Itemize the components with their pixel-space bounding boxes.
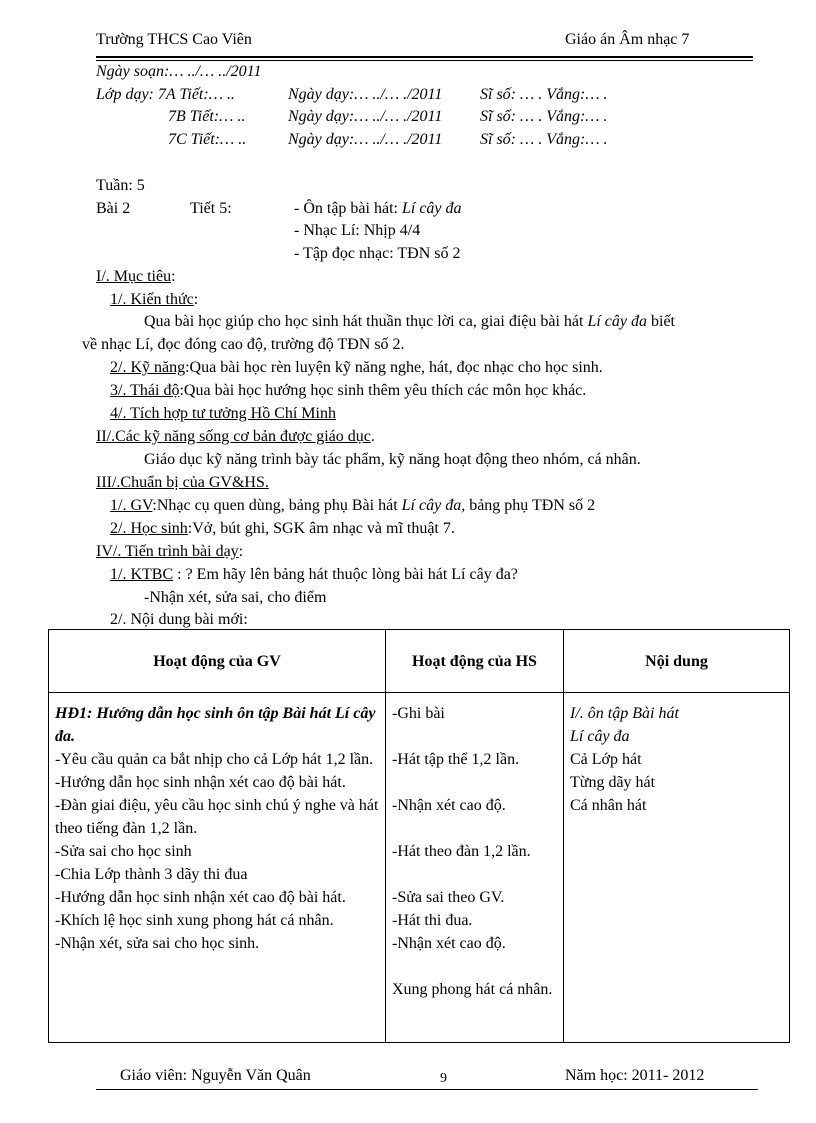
header-gv: Hoạt động của GV: [49, 630, 386, 693]
lop-7c: 7C Tiết:… ..: [168, 131, 247, 148]
hs-activities: -Ghi bài -Hát tập thể 1,2 lần. -Nhận xét cao độ. -Hát theo đàn 1,2 lần. -Sửa sai theo GV. -Hát thi đua. -Nhận xét cao độ. Xung phong hát cá nhân.: [392, 705, 553, 998]
ngay-day-7b: Ngày dạy:… ../… ./2011: [288, 108, 443, 125]
section-3-2: 2/. Học sinh:Vở, bút ghi, SGK âm nhạc và mĩ thuật 7.: [110, 520, 455, 537]
header-rule: [96, 56, 753, 58]
si-so-7b: Sĩ số: … . Vắng:… .: [480, 108, 608, 125]
header-school: Trường THCS Cao Viên: [96, 31, 252, 48]
lesson-item-1: - Ôn tập bài hát: Lí cây đa: [294, 200, 462, 217]
section-4-2: 2/. Nội dung bài mới:: [110, 611, 248, 628]
gv-activities: -Yêu cầu quản ca bắt nhịp cho cả Lớp hát 1,2 lần. -Hướng dẫn học sinh nhận xét cao độ bài hát. -Đàn giai điệu, yêu cầu học sinh chú ý nghe và hát theo tiếng đàn 1,2 lần. -Sửa sai cho học sinh -Chia Lớp thành 3 dãy thi đua -Hướng dẫn học sinh nhận xét cao độ bài hát. -Khích lệ học sinh xung phong hát cá nhân. -Nhận xét, sửa sai cho học sinh.: [55, 751, 379, 952]
ngay-day-7c: Ngày dạy:… ../… ./2011: [288, 131, 443, 148]
header-hs: Hoạt động của HS: [386, 630, 564, 693]
section-1-3: 3/. Thái độ:Qua bài học hướng học sinh thêm yêu thích các môn học khác.: [110, 382, 587, 399]
header-subject: Giáo án Âm nhạc 7: [565, 31, 690, 48]
lop-7b: 7B Tiết:… ..: [168, 108, 246, 125]
si-so-7c: Sĩ số: … . Vắng:… .: [480, 131, 608, 148]
header-rule-thin: [96, 60, 753, 61]
section-4-heading: IV/. Tiến trình bài dạy:: [96, 543, 244, 560]
paragraph-1-cont: về nhạc Lí, đọc đóng cao độ, trường độ TĐN số 2.: [82, 336, 405, 353]
table-row: [49, 693, 790, 1043]
hd1-title: HĐ1: Hướng dẫn học sinh ôn tập Bài hát Lí cây đa.: [55, 705, 376, 745]
section-1-heading: I/. Mục tiêu:: [96, 268, 176, 285]
section-1-2: 2/. Kỹ năng:Qua bài học rèn luyện kỹ năng nghe, hát, đọc nhạc cho học sinh.: [110, 359, 603, 376]
table-header-row: [49, 630, 790, 693]
paragraph-2: Giáo dục kỹ năng trình bày tác phẩm, kỹ năng hoạt động theo nhóm, cá nhân.: [144, 451, 641, 468]
header-nd: Nội dung: [564, 630, 790, 693]
nd-title: I/. ôn tập Bài hát Lí cây đa: [570, 705, 679, 745]
section-4-1: 1/. KTBC : ? Em hãy lên bảng hát thuộc lòng bài hát Lí cây đa?: [110, 566, 518, 583]
section-3-1: 1/. GV:Nhạc cụ quen dùng, bảng phụ Bài hát Lí cây đa, bảng phụ TĐN số 2: [110, 497, 596, 514]
cell-hs: [386, 693, 564, 1043]
bai: Bài 2: [96, 200, 131, 217]
footer-year: Năm học: 2011- 2012: [565, 1067, 705, 1084]
lop-7a: Lớp dạy: 7A Tiết:… ..: [96, 86, 235, 103]
footer-rule: [96, 1089, 758, 1090]
paragraph-1: Qua bài học giúp cho học sinh hát thuần thục lời ca, giai điệu bài hát Lí cây đa biết: [144, 313, 675, 330]
section-1-1: 1/. Kiến thức:: [110, 291, 199, 308]
lesson-item-3: - Tập đọc nhạc: TĐN số 2: [294, 245, 461, 262]
footer-teacher: Giáo viên: Nguyễn Văn Quân: [120, 1067, 311, 1084]
ngay-day-7a: Ngày dạy:… ../… ./2011: [288, 86, 443, 103]
tiet: Tiết 5:: [190, 200, 232, 217]
activity-table: [48, 629, 790, 1043]
si-so-7a: Sĩ số: … . Vắng:… .: [480, 86, 608, 103]
section-1-4: 4/. Tích hợp tư tưởng Hồ Chí Minh: [110, 405, 336, 422]
cell-nd: [564, 693, 790, 1043]
cell-gv: [49, 693, 386, 1043]
section-4-1-sub: -Nhận xét, sửa sai, cho điểm: [144, 589, 327, 606]
tuan: Tuần: 5: [96, 177, 145, 194]
ngay-soan: Ngày soạn:… ../… ../2011: [96, 63, 262, 80]
lesson-item-2: - Nhạc Lí: Nhịp 4/4: [294, 222, 421, 239]
nd-content: Cả Lớp hát Từng dãy hát Cá nhân hát: [570, 751, 656, 814]
footer-page-number: 9: [440, 1071, 447, 1086]
section-2-heading: II/.Các kỹ năng sống cơ bản được giáo dục.: [96, 428, 375, 445]
section-3-heading: III/.Chuẩn bị của GV&HS.: [96, 474, 269, 491]
